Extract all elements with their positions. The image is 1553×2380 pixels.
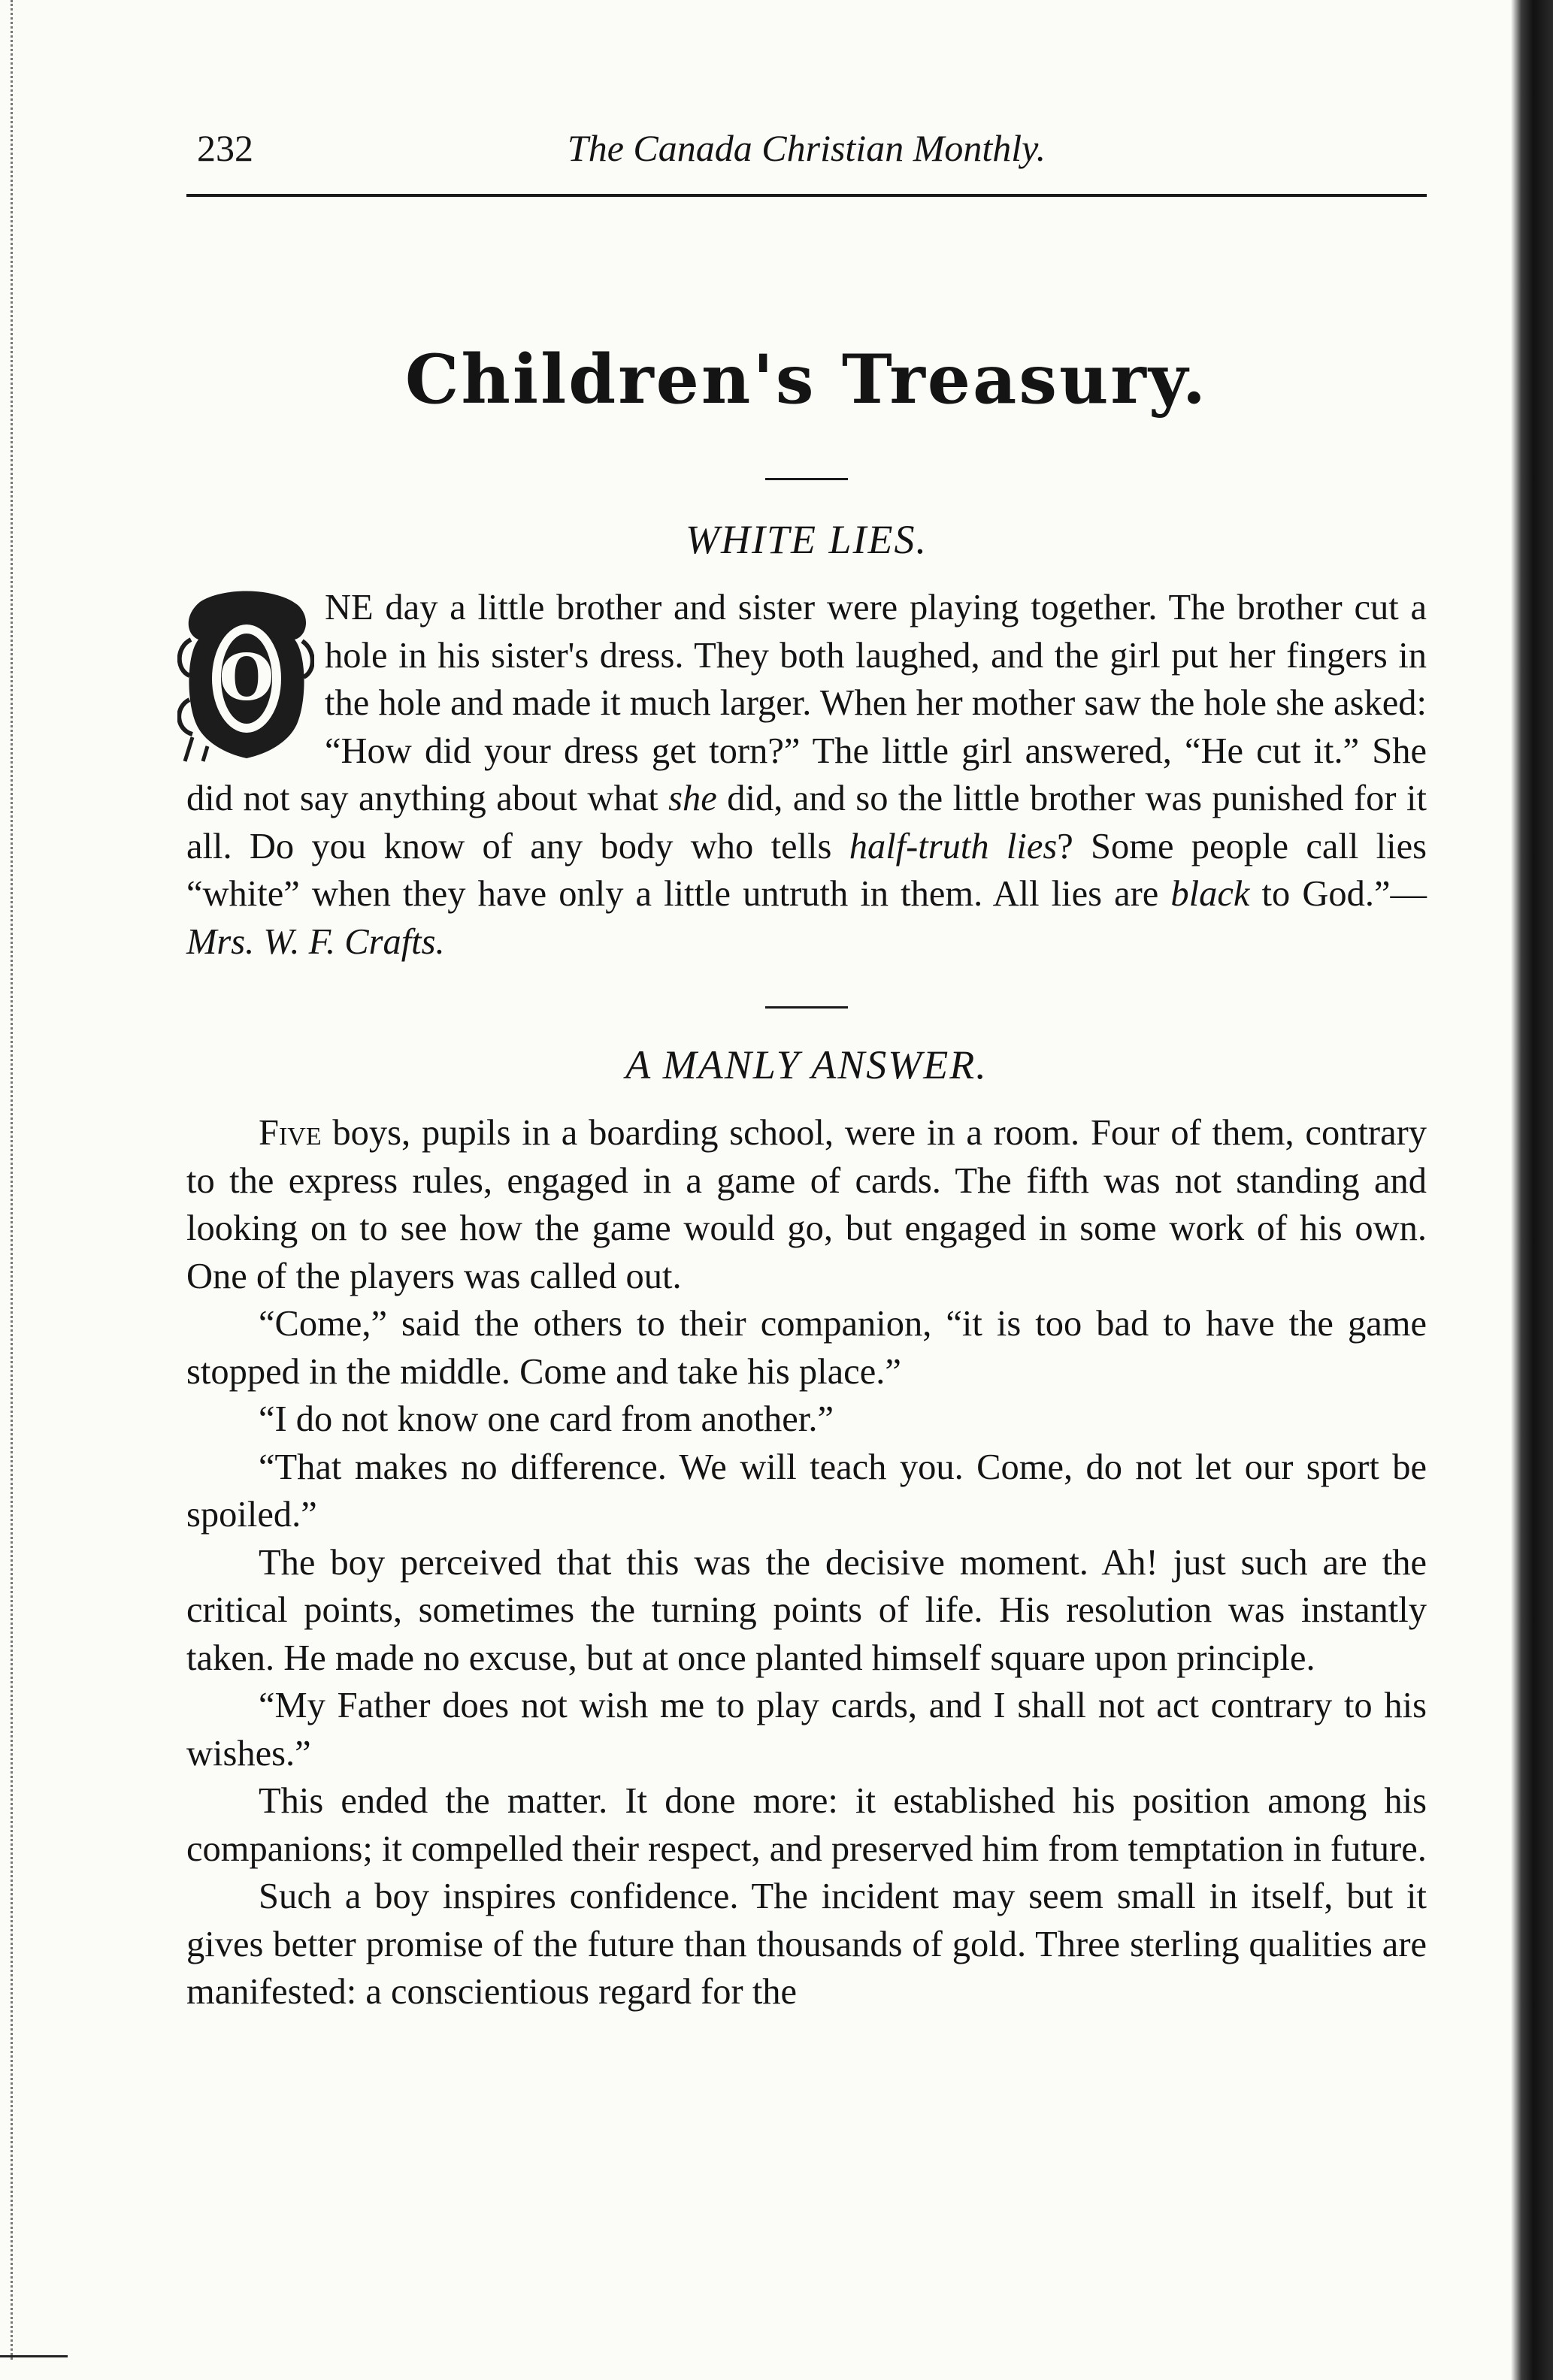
article-title-white-lies: WHITE LIES. — [686, 517, 928, 562]
article-title-manly-answer: A MANLY ANSWER. — [625, 1042, 988, 1087]
journal-title: The Canada Christian Monthly. — [567, 127, 1046, 169]
manly-answer-paragraph-5: The boy perceived that this was the decisive moment. Ah! just such are the critical points, sometimes the turning points of life. His resolution was instantly taken. He made no excuse, but at once planted himself square upon principle. — [186, 1542, 1427, 1678]
section-divider — [765, 478, 848, 480]
manly-answer-paragraph-4: “That makes no difference. We will teach you. Come, do not let our sport be spoiled.” — [186, 1447, 1427, 1535]
manly-answer-paragraph-6: “My Father does not wish me to play cards, and I shall not act contrary to his wishes.” — [186, 1686, 1427, 1774]
attribution: Mrs. W. F. Crafts. — [186, 921, 445, 962]
article-divider — [765, 1006, 848, 1009]
section-title: Children's Treasury. — [404, 340, 1209, 419]
ornate-drop-cap-icon — [177, 587, 314, 763]
manly-answer-paragraph-2: “Come,” said the others to their companion, “it is too bad to have the game stopped in the middle. Come and take his place.” — [186, 1304, 1427, 1392]
header-rule — [186, 194, 1427, 197]
bottom-edge-mark — [0, 2355, 68, 2357]
manly-answer-paragraph-3: “I do not know one card from another.” — [259, 1399, 834, 1439]
book-page — [186, 113, 1427, 2016]
manly-answer-paragraph-1: Five boys, pupils in a boarding school, were in a room. Four of them, contrary to the express rules, engaged in a game of cards. The fifth was not standing and looking on to see how the game would go, but engaged in some work of his own. One of the players was called out. — [186, 1113, 1427, 1296]
svg-text:O: O — [219, 640, 274, 715]
running-head — [186, 113, 1427, 180]
left-margin-speckle — [11, 0, 13, 2360]
scanned-binding-edge — [1511, 0, 1553, 2380]
manly-answer-paragraph-8: Such a boy inspires confidence. The incident may seem small in itself, but it gives better promise of the future than thousands of gold. Three sterling qualities are manifested: a conscientious regard for the — [186, 1876, 1427, 2012]
manly-answer-paragraph-7: This ended the matter. It done more: it established his position among his companions; it compelled their respect, and preserved him from temptation in future. — [186, 1781, 1427, 1869]
page-number: 232 — [197, 127, 253, 169]
white-lies-paragraph: O NE day a little brother and sister were playing together. The brother cut a hole in his sister's dress. They both laughed, and the girl put her fingers in the hole and made it much larger. When her mother saw the hole she asked: “How did your dress get torn?” The little girl answered, “He cut it.” She did not say anything about what she did, and so the little brother was punished for it all. Do you know of any body who tells half-truth lies? Some people call lies “white” when they have only a little untruth in them. All lies are black to God.”—Mrs. W. F. Crafts. — [186, 584, 1427, 966]
